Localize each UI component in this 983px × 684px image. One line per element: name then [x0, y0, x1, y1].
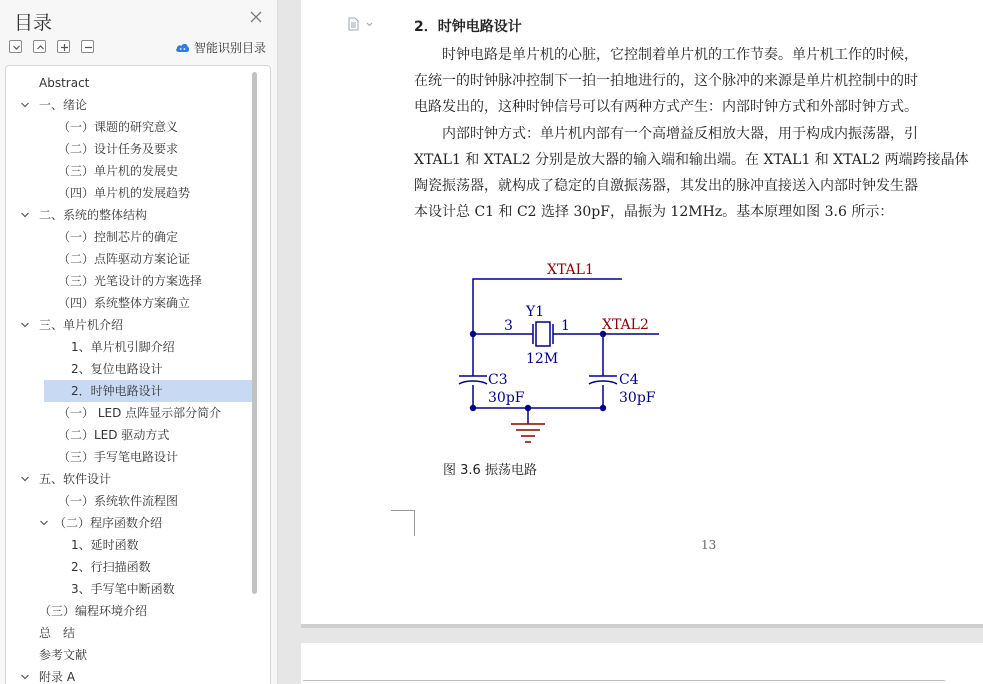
- toc-item-label: 2．时钟电路设计: [71, 384, 163, 398]
- toc-item-label: 三、单片机介绍: [39, 318, 124, 332]
- smart-toc-label: 智能识别目录: [194, 40, 267, 55]
- paragraph-line: XTAL1 和 XTAL2 分别是放大器的输入端和输出端。在 XTAL1 和 XTAL2 两端跨接晶体: [414, 152, 969, 168]
- figure-caption: 图 3.6 振荡电路: [443, 463, 537, 478]
- pin1-label: 1: [561, 318, 570, 334]
- toc-panel: [0, 0, 278, 684]
- frequency-label: 12M: [526, 351, 559, 367]
- toc-item[interactable]: [12, 490, 258, 512]
- toc-item[interactable]: [12, 468, 258, 490]
- toc-item-label: （四）单片机的发展趋势: [58, 186, 191, 200]
- chevron-down-icon[interactable]: [20, 100, 30, 110]
- toc-item[interactable]: [12, 578, 258, 600]
- y1-label: Y1: [526, 304, 545, 320]
- add-heading-button[interactable]: [57, 40, 70, 53]
- toc-item[interactable]: [12, 116, 258, 138]
- toc-item[interactable]: [12, 622, 258, 644]
- toc-item[interactable]: [12, 600, 258, 622]
- page-number: 13: [701, 538, 717, 552]
- toc-item[interactable]: [12, 292, 258, 314]
- paragraph-line: 时钟电路是单片机的心脏，它控制着单片机的工作节奏。单片机工作的时候，: [414, 47, 918, 63]
- toc-item[interactable]: [12, 94, 258, 116]
- toc-item[interactable]: [12, 556, 258, 578]
- paragraph-line: 内部时钟方式：单片机内部有一个高增益反相放大器，用于构成内振荡器，引: [414, 126, 918, 142]
- toc-item-label: （二）LED 驱动方式: [58, 428, 170, 442]
- crystal-y1: [533, 322, 553, 346]
- smart-toc-button[interactable]: [175, 39, 266, 55]
- capacitor-c3: [459, 376, 487, 384]
- toc-item-label: 总 结: [39, 626, 76, 640]
- page-corner-mark: [391, 510, 415, 536]
- toc-item[interactable]: [12, 314, 258, 336]
- toc-item-label: （一）系统软件流程图: [58, 494, 179, 508]
- toc-item-label: 2、复位电路设计: [71, 362, 163, 376]
- toc-item-label: 二、系统的整体结构: [39, 208, 148, 222]
- c4-label: C4: [619, 372, 639, 388]
- toc-item-label: 1、延时函数: [71, 538, 139, 552]
- toc-item-label: （一）控制芯片的确定: [58, 230, 179, 244]
- chevron-up-icon: [35, 42, 46, 53]
- capacitor-c4: [589, 376, 617, 384]
- toc-item-label: 2、行扫描函数: [71, 560, 151, 574]
- chevron-down-icon[interactable]: [20, 320, 30, 330]
- toc-item-label: 附录 A: [39, 670, 76, 684]
- document-menu-icon[interactable]: [347, 17, 373, 31]
- paragraph-line: 电路发出的，这种时钟信号可以有两种方式产生：内部时钟方式和外部时钟方式。: [414, 99, 918, 115]
- chevron-down-icon[interactable]: [20, 672, 30, 682]
- next-page: [301, 643, 983, 684]
- toc-scrollbar[interactable]: [252, 72, 257, 594]
- collapse-all-button[interactable]: [9, 40, 22, 53]
- section-heading: 2．时钟电路设计: [414, 19, 522, 35]
- expand-all-button[interactable]: [33, 40, 46, 53]
- chevron-down-icon[interactable]: [20, 210, 30, 220]
- toc-item[interactable]: [12, 138, 258, 160]
- minus-icon: [83, 42, 94, 53]
- toc-item[interactable]: [12, 424, 258, 446]
- oscillator-circuit-diagram: [455, 255, 665, 450]
- chevron-down-icon[interactable]: [39, 518, 49, 528]
- cloud-ai-icon: [175, 42, 190, 53]
- toc-item-label: （三）编程环境介绍: [39, 604, 148, 618]
- toc-item[interactable]: [44, 380, 252, 402]
- toc-item[interactable]: [12, 512, 258, 534]
- toc-item-label: （一） LED 点阵显示部分简介: [58, 406, 222, 420]
- chevron-down-icon[interactable]: [20, 474, 30, 484]
- toc-item[interactable]: [12, 204, 258, 226]
- paragraph-line: 陶瓷振荡器，就构成了稳定的自激振荡器，其发出的脉冲直接送入内部时钟发生器: [414, 178, 918, 194]
- paragraph-line: 在统一的时钟脉冲控制下一拍一拍地进行的，这个脉冲的来源是单片机控制中的时: [414, 73, 918, 89]
- toc-item-label: （三）手写笔电路设计: [58, 450, 179, 464]
- pin3-label: 3: [504, 318, 513, 334]
- plus-icon: [59, 42, 70, 53]
- toc-item-label: （二）程序函数介绍: [54, 516, 163, 530]
- xtal2-label: XTAL2: [602, 317, 649, 333]
- toc-item[interactable]: [12, 72, 258, 94]
- chevron-down-icon: [11, 42, 22, 53]
- toc-item-label: 3、手写笔中断函数: [71, 582, 175, 596]
- toc-item-label: 五、软件设计: [39, 472, 112, 486]
- toc-item[interactable]: [12, 358, 258, 380]
- c3-label: C3: [488, 372, 508, 388]
- toc-title: 目录: [14, 12, 53, 34]
- c4-value: 30pF: [619, 390, 656, 406]
- toc-item-label: （一）课题的研究意义: [58, 120, 179, 134]
- toc-item-label: 一、绪论: [39, 98, 88, 112]
- toc-item[interactable]: [12, 248, 258, 270]
- page-gap: [301, 624, 983, 628]
- toc-item-label: （四）系统整体方案确立: [58, 296, 191, 310]
- toc-list: [5, 65, 271, 684]
- toc-item-label: （二）设计任务及要求: [58, 142, 179, 156]
- close-icon[interactable]: [249, 10, 263, 24]
- toc-item-label: 参考文献: [39, 648, 88, 662]
- toc-item-label: Abstract: [39, 76, 90, 90]
- ground-icon: [511, 424, 545, 442]
- toc-item-label: （三）光笔设计的方案选择: [58, 274, 203, 288]
- toc-item[interactable]: [12, 226, 258, 248]
- toc-item[interactable]: [12, 666, 258, 684]
- toc-item[interactable]: [12, 534, 258, 556]
- toc-item[interactable]: [12, 336, 258, 358]
- toc-item[interactable]: [12, 644, 258, 666]
- next-page-border: [303, 680, 945, 681]
- toc-item[interactable]: [12, 160, 258, 182]
- xtal1-label: XTAL1: [547, 262, 594, 278]
- toc-item[interactable]: [12, 446, 258, 468]
- remove-heading-button[interactable]: [81, 40, 94, 53]
- toc-item[interactable]: [12, 182, 258, 204]
- toc-item-label: （二）点阵驱动方案论证: [58, 252, 191, 266]
- toc-item[interactable]: [12, 402, 258, 424]
- toc-item-label: 1、单片机引脚介绍: [71, 340, 175, 354]
- toc-item-label: （三）单片机的发展史: [58, 164, 179, 178]
- c3-value: 30pF: [488, 390, 525, 406]
- toc-item[interactable]: [12, 270, 258, 292]
- paragraph-line: 本设计总 C1 和 C2 选择 30pF，晶振为 12MHz。基本原理如图 3.6 所示：: [414, 204, 894, 220]
